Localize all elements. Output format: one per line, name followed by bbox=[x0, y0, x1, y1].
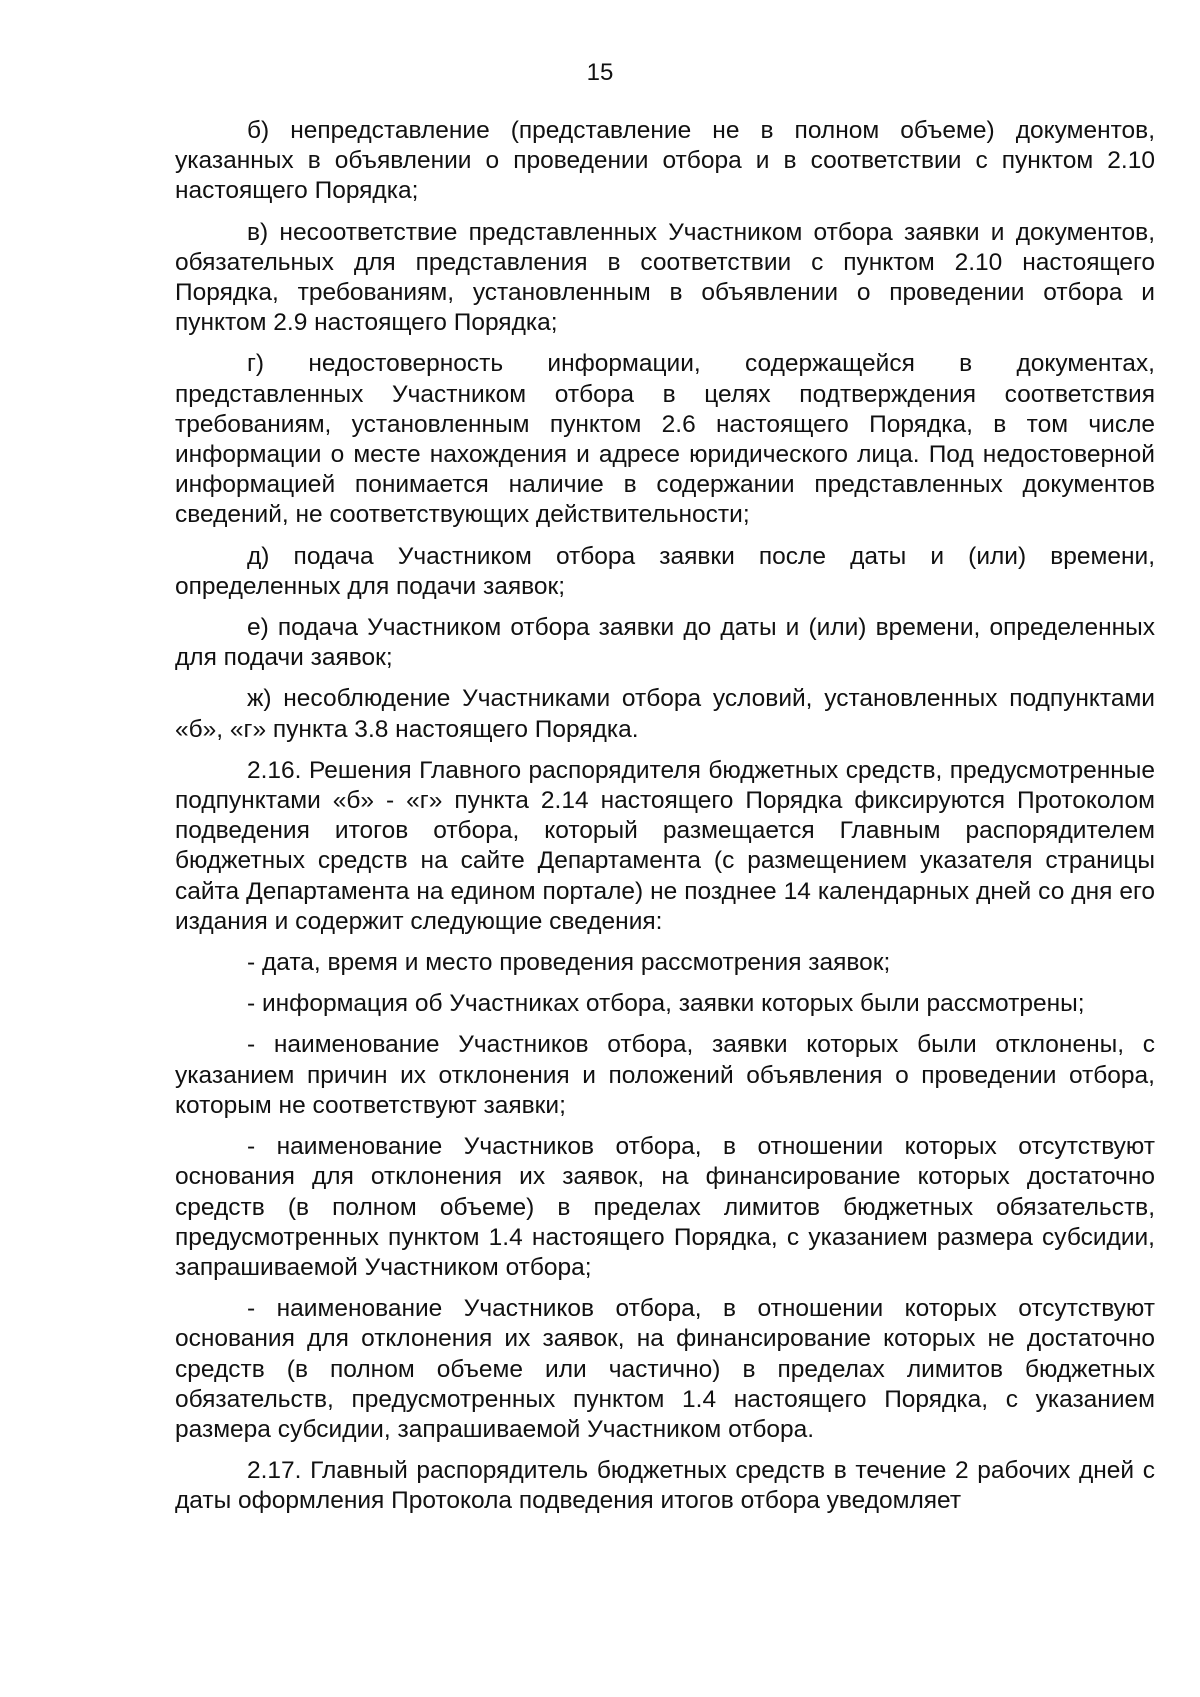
paragraph-item-zh: ж) несоблюдение Участниками отбора условий, установленных подпунктами «б», «г» пункта 3.8 настоящего Порядка. bbox=[175, 685, 1155, 743]
paragraph-item-d: д) подача Участником отбора заявки после даты и (или) времени, определенных для подачи заявок; bbox=[175, 542, 1155, 600]
paragraph-section-2-16: 2.16. Решения Главного распорядителя бюджетных средств, предусмотренные подпунктами «б» - «г» пункта 2.14 настоящего Порядка фиксируются Протоколом подведения итогов отбора, который размещается Главным распорядителем бюджетных средств на сайте Департамента (с размещением указателя страницы сайта Департамента на едином портале) не позднее 14 календарных дней со дня его издания и содержит следующие сведения: bbox=[175, 756, 1155, 935]
paragraph-item-e: е) подача Участником отбора заявки до даты и (или) времени, определенных для подачи заявок; bbox=[175, 614, 1155, 672]
paragraph-section-2-17: 2.17. Главный распорядитель бюджетных средств в течение 2 рабочих дней с даты оформления Протокола подведения итогов отбора уведомляет bbox=[175, 1457, 1155, 1515]
document-body bbox=[175, 116, 1155, 1528]
paragraph-list-sufficient-funds: - наименование Участников отбора, в отношении которых отсутствуют основания для отклонения их заявок, на финансирование которых достаточно средств (в полном объеме) в пределах лимитов бюджетных обязательств, предусмотренных пунктом 1.4 настоящего Порядка, с указанием размера субсидии, запрашиваемой Участником отбора; bbox=[175, 1133, 1155, 1281]
paragraph-list-reviewed: - информация об Участниках отбора, заявки которых были рассмотрены; bbox=[247, 990, 1085, 1018]
page-number: 15 bbox=[586, 59, 614, 86]
paragraph-item-v: в) несоответствие представленных Участником отбора заявки и документов, обязательных для представления в соответствии с пунктом 2.10 настоящего Порядка, требованиям, установленным в объявлении о проведении отбора и пунктом 2.9 настоящего Порядка; bbox=[175, 218, 1155, 337]
paragraph-list-rejected: - наименование Участников отбора, заявки которых были отклонены, с указанием причин их отклонения и положений объявления о проведении отбора, которым не соответствуют заявки; bbox=[175, 1031, 1155, 1119]
paragraph-item-g: г) недостоверность информации, содержащейся в документах, представленных Участником отбора в целях подтверждения соответствия требованиям, установленным пунктом 2.6 настоящего Порядка, в том числе информации о месте нахождения и адресе юридического лица. Под недостоверной информацией понимается наличие в содержании представленных документов сведений, не соответствующих действительности; bbox=[175, 350, 1155, 529]
paragraph-item-b: б) непредставление (представление не в полном объеме) документов, указанных в объявлении о проведении отбора и в соответствии с пунктом 2.10 настоящего Порядка; bbox=[175, 117, 1155, 205]
paragraph-list-insufficient-funds: - наименование Участников отбора, в отношении которых отсутствуют основания для отклонения их заявок, на финансирование которых не достаточно средств (в полном объеме или частично) в пределах лимитов бюджетных обязательств, предусмотренных пунктом 1.4 настоящего Порядка, с указанием размера субсидии, запрашиваемой Участником отбора. bbox=[175, 1295, 1155, 1443]
paragraph-list-date-time: - дата, время и место проведения рассмотрения заявок; bbox=[247, 949, 891, 977]
